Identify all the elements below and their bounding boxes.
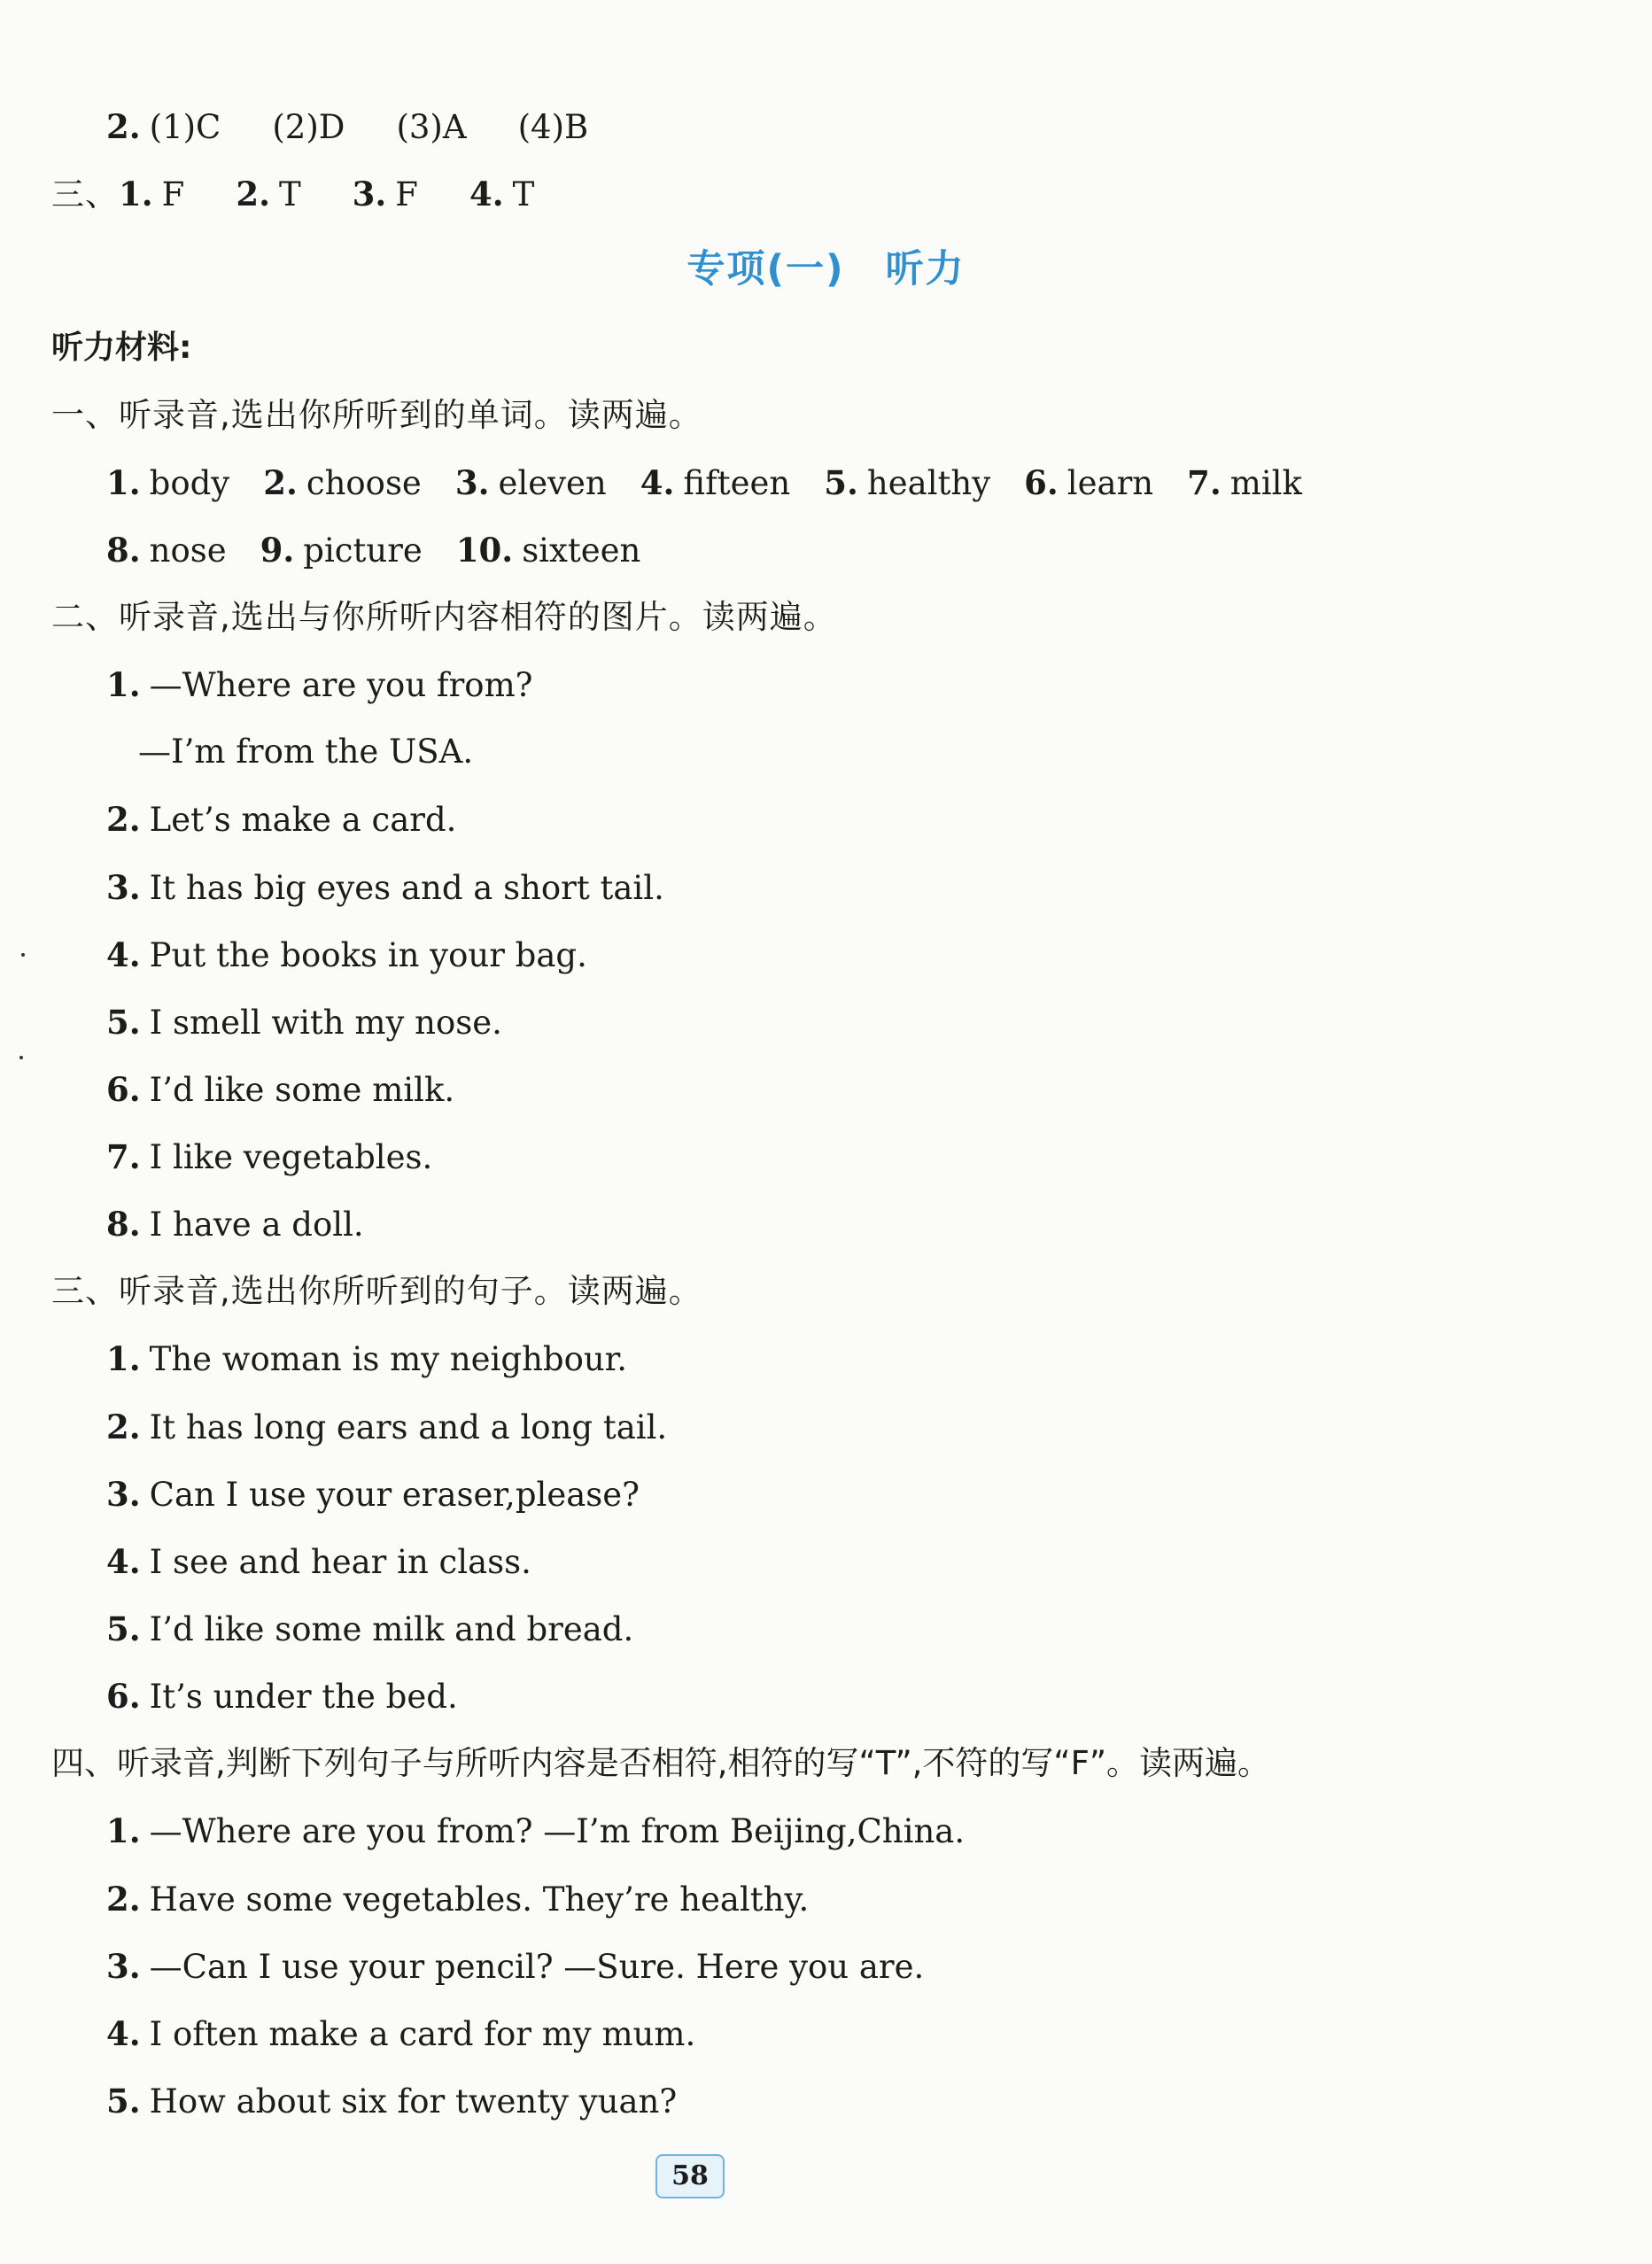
scan-mark — [19, 1056, 23, 1059]
item-text: Have some vegetables. They’re healthy. — [149, 1880, 810, 1919]
item-number: 7. — [106, 1137, 141, 1176]
item-text: —Can I use your pencil? —Sure. Here you are. — [149, 1948, 925, 1986]
item-number: 4. — [106, 935, 141, 974]
answer: (4)B — [517, 108, 589, 146]
list-item — [106, 1337, 627, 1382]
word: eleven — [498, 464, 607, 502]
item-number: 3. — [106, 868, 141, 907]
item-number: 4. — [640, 463, 675, 502]
word: picture — [303, 531, 423, 570]
item-text: Can I use your eraser,please? — [149, 1476, 640, 1514]
word: sixteen — [522, 531, 641, 570]
item-text: I see and hear in class. — [149, 1543, 531, 1581]
list-item — [106, 1202, 364, 1247]
item-number: 4. — [106, 1542, 141, 1581]
list-item — [106, 1539, 531, 1585]
item-text: It has big eyes and a short tail. — [149, 869, 664, 907]
answer-line-section3 — [51, 172, 534, 217]
list-item — [106, 865, 664, 911]
item-number: 5. — [824, 463, 858, 502]
item-number: 8. — [106, 531, 141, 570]
item-number: 2. — [106, 1407, 141, 1446]
item-number: 1. — [106, 1339, 141, 1378]
answer: T — [278, 175, 301, 213]
item-number: 5. — [106, 1609, 141, 1648]
item-number: 2. — [106, 800, 141, 839]
word: choose — [306, 464, 422, 502]
list-item-reply: —I’m from the USA. — [138, 733, 474, 771]
list-item — [106, 1000, 502, 1045]
item-text: How about six for twenty yuan? — [149, 2082, 678, 2121]
word-row-2 — [106, 528, 640, 573]
item-text: It’s under the bed. — [149, 1678, 458, 1716]
list-item — [106, 2012, 695, 2057]
item-text: The woman is my neighbour. — [149, 1340, 628, 1378]
section-1-title: 一、听录音,选出你所听到的单词。读两遍。 — [51, 396, 702, 434]
section-heading — [0, 243, 1652, 296]
item-text: Put the books in your bag. — [149, 936, 587, 974]
list-item — [106, 1607, 633, 1652]
answer: (2)D — [272, 108, 345, 146]
item-text: I smell with my nose. — [149, 1004, 502, 1042]
answer: (1)C — [149, 108, 221, 146]
section-3-title: 三、听录音,选出你所听到的句子。读两遍。 — [51, 1272, 702, 1310]
list-item — [106, 1674, 458, 1719]
list-item — [106, 1944, 924, 1989]
item-text: I like vegetables. — [149, 1138, 433, 1176]
item-number: 5. — [106, 1003, 141, 1042]
list-item — [106, 1067, 454, 1113]
item-number: 3. — [106, 1947, 141, 1986]
item-text: —Where are you from? —I’m from Beijing,China. — [149, 1812, 966, 1850]
word-row-1 — [106, 461, 1302, 506]
answer: F — [161, 175, 185, 213]
item-text: I have a doll. — [149, 1206, 364, 1244]
item-number: 3. — [352, 174, 387, 213]
item-number: 2. — [263, 463, 298, 502]
item-number: 3. — [106, 1475, 141, 1514]
list-item — [106, 797, 456, 842]
item-number: 1. — [106, 463, 141, 502]
section-2-title: 二、听录音,选出与你所听内容相符的图片。读两遍。 — [51, 598, 837, 636]
item-text: I’d like some milk and bread. — [149, 1610, 634, 1648]
answer: F — [395, 175, 418, 213]
list-item — [106, 663, 533, 708]
item-number: 6. — [1024, 463, 1059, 502]
material-label: 听力材料: — [51, 330, 192, 366]
item-number: 8. — [106, 1205, 141, 1244]
list-item — [106, 1472, 640, 1517]
item-number: 9. — [260, 531, 295, 570]
item-number: 2. — [106, 1880, 141, 1919]
item-number: 2. — [236, 174, 270, 213]
item-number: 2. — [106, 107, 141, 146]
word: milk — [1229, 464, 1302, 502]
item-text: It has long ears and a long tail. — [149, 1408, 668, 1446]
word: nose — [149, 531, 227, 570]
item-number: 10. — [455, 531, 514, 570]
item-number: 4. — [469, 174, 504, 213]
list-item — [106, 933, 587, 978]
item-text: I’d like some milk. — [149, 1071, 455, 1109]
section-label: 三、 — [51, 175, 119, 213]
list-item — [106, 1405, 667, 1450]
item-text: —Where are you from? — [149, 666, 533, 704]
heading-left: 专项(一) — [686, 247, 845, 291]
item-number: 6. — [106, 1677, 141, 1716]
section-4-title: 四、听录音,判断下列句子与所听内容是否相符,相符的写“T”,不符的写“F”。读两遍。 — [51, 1744, 1271, 1782]
item-number: 3. — [454, 463, 490, 502]
scan-mark — [21, 953, 25, 957]
item-text: I often make a card for my mum. — [149, 2015, 696, 2053]
item-number: 6. — [106, 1070, 141, 1109]
word: learn — [1066, 464, 1154, 502]
word: body — [149, 464, 230, 502]
answer-line-2 — [106, 105, 640, 150]
item-number: 7. — [1187, 463, 1222, 502]
heading-right: 听力 — [885, 247, 966, 291]
item-number: 1. — [106, 1811, 141, 1850]
list-item — [106, 2079, 677, 2124]
item-text: Let’s make a card. — [149, 801, 457, 839]
item-number: 4. — [106, 2014, 141, 2053]
list-item — [106, 1809, 965, 1854]
item-number: 5. — [106, 2082, 141, 2121]
word: healthy — [866, 464, 991, 502]
word: fifteen — [683, 464, 791, 502]
answer: (3)A — [396, 108, 467, 146]
item-number: 1. — [119, 174, 153, 213]
list-item — [106, 1877, 809, 1922]
answer: T — [512, 175, 535, 213]
page-number: 58 — [655, 2154, 725, 2198]
list-item — [106, 1135, 432, 1180]
item-number: 1. — [106, 665, 141, 704]
